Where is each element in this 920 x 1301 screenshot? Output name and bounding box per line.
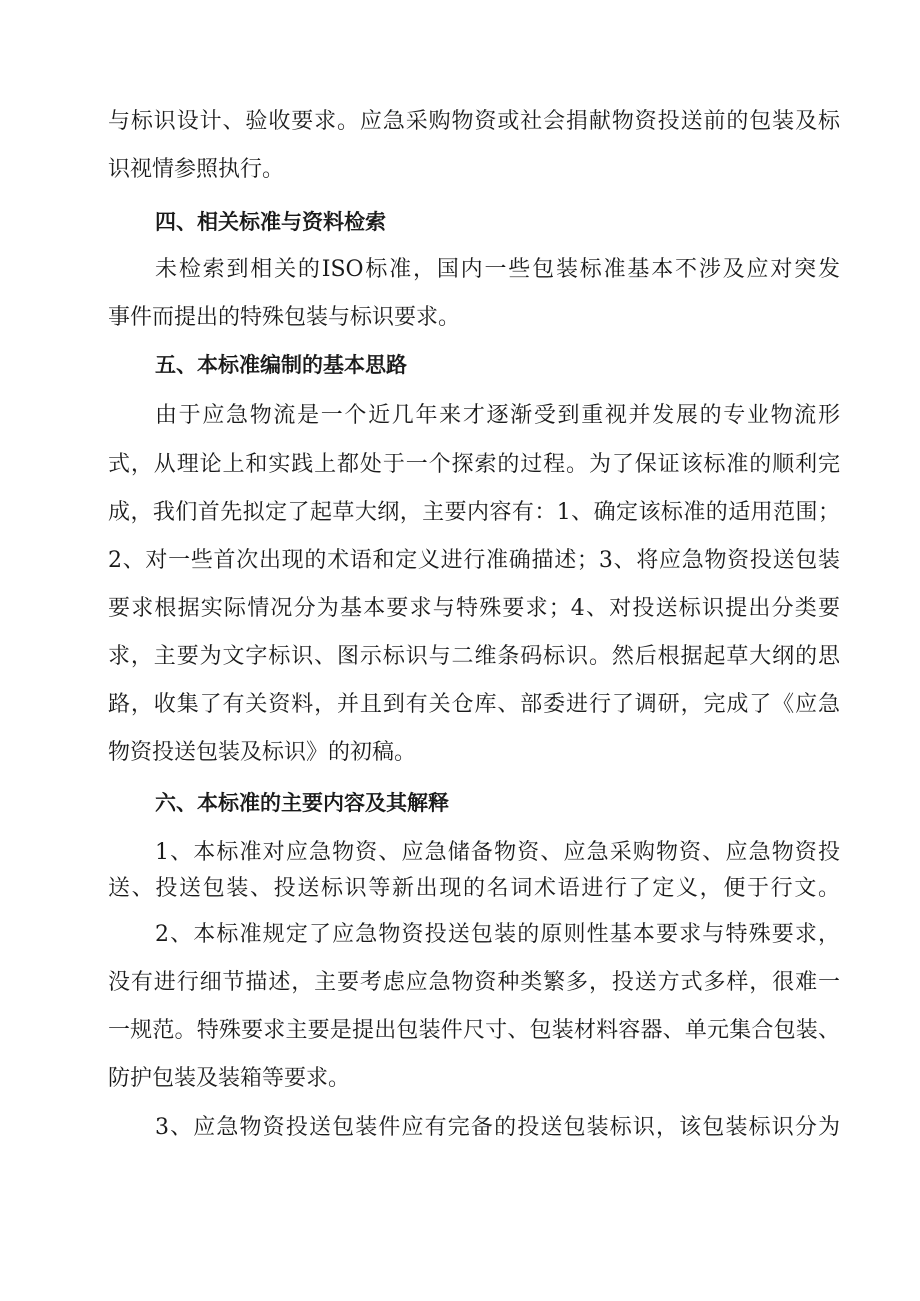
paragraph-line: 2、对一些首次出现的术语和定义进行准确描述；3、将应急物资投送包装 xyxy=(108,548,840,573)
paragraph-line: 3、应急物资投送包装件应有完备的投送包装标识，该包装标识分为 xyxy=(155,1115,840,1140)
paragraph-line: 由于应急物流是一个近几年来才逐渐受到重视并发展的专业物流形 xyxy=(155,403,840,428)
paragraph-line: 成，我们首先拟定了起草大纲，主要内容有：1、确定该标准的适用范围； xyxy=(108,500,840,525)
paragraph-line: 事件而提出的特殊包装与标识要求。 xyxy=(108,305,461,330)
paragraph-line: 1、本标准对应急物资、应急储备物资、应急采购物资、应急物资投 xyxy=(155,840,840,865)
paragraph-line: 送、投送包装、投送标识等新出现的名词术语进行了定义，便于行文。 xyxy=(108,876,840,901)
paragraph-line: 2、本标准规定了应急物资投送包装的原则性基本要求与特殊要求， xyxy=(155,922,840,947)
paragraph-line: 式，从理论上和实践上都处于一个探索的过程。为了保证该标准的顺利完 xyxy=(108,452,840,477)
paragraph-line: 没有进行细节描述，主要考虑应急物资种类繁多，投送方式多样，很难一 xyxy=(108,970,840,995)
paragraph-line: 未检索到相关的ISO标准，国内一些包装标准基本不涉及应对突发 xyxy=(155,257,840,282)
section-heading: 五、本标准编制的基本思路 xyxy=(155,353,407,377)
section-heading: 六、本标准的主要内容及其解释 xyxy=(155,791,449,815)
paragraph-line: 识视情参照执行。 xyxy=(108,157,285,182)
paragraph-line: 要求根据实际情况分为基本要求与特殊要求；4、对投送标识提出分类要 xyxy=(108,596,840,621)
paragraph-line: 求，主要为文字标识、图示标识与二维条码标识。然后根据起草大纲的思 xyxy=(108,644,840,669)
section-heading: 四、相关标准与资料检索 xyxy=(155,210,386,234)
paragraph-line: 一规范。特殊要求主要是提出包装件尺寸、包装材料容器、单元集合包装、 xyxy=(108,1018,840,1043)
paragraph-line: 防护包装及装箱等要求。 xyxy=(108,1066,351,1091)
paragraph-line: 路，收集了有关资料，并且到有关仓库、部委进行了调研，完成了《应急 xyxy=(108,692,840,717)
paragraph-line: 物资投送包装及标识》的初稿。 xyxy=(108,740,417,765)
paragraph-line: 与标识设计、验收要求。应急采购物资或社会捐献物资投送前的包装及标 xyxy=(108,109,840,134)
